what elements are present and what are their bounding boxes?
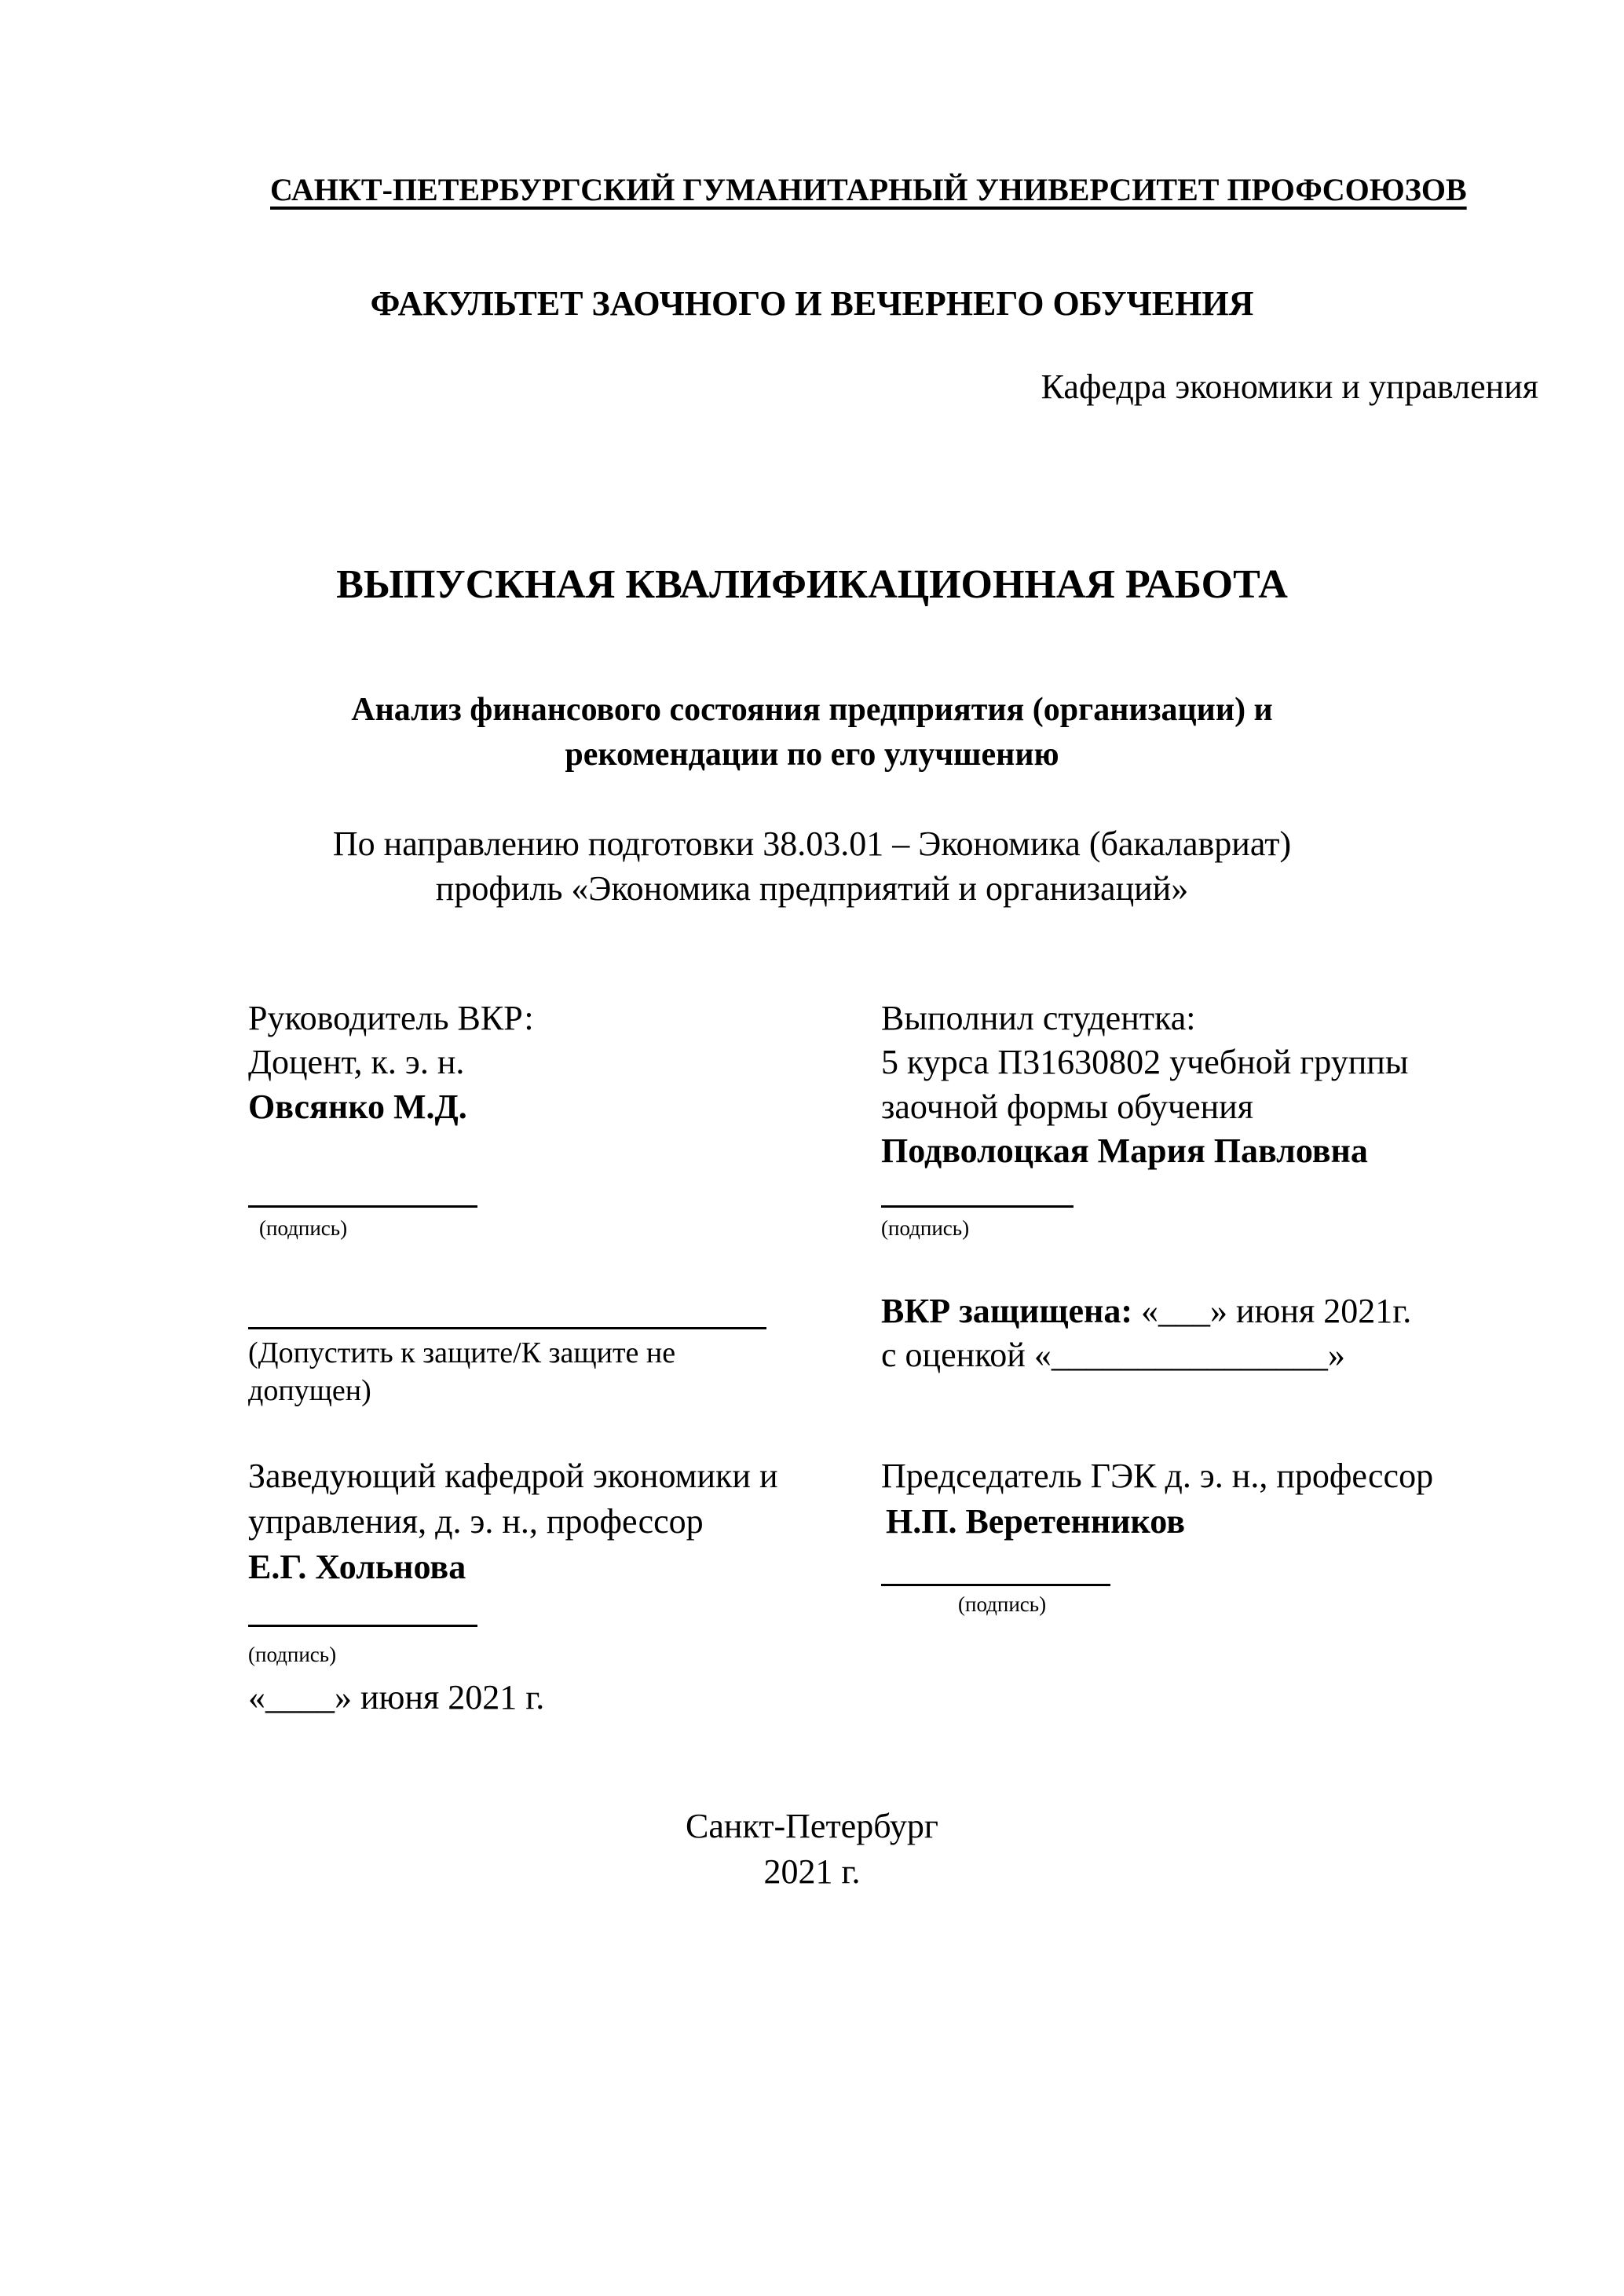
head-date: «____» июня 2021 г. [248, 1678, 545, 1717]
gek-chair-signature-caption: (подпись) [958, 1592, 1047, 1616]
student-signature-line [881, 1205, 1074, 1208]
defense-date-line [881, 1294, 1411, 1329]
student-study-form: заочной формы обучения [881, 1088, 1253, 1126]
defense-date: «___» июня 2021г. [1132, 1292, 1412, 1330]
topic-line-1: Анализ финансового состояния предприятия (организации) и [351, 692, 1273, 728]
work-type-title: ВЫПУСКНАЯ КВАЛИФИКАЦИОННАЯ РАБОТА [336, 562, 1288, 607]
head-signature-caption: (подпись) [248, 1643, 337, 1666]
supervisor-label: Руководитель ВКР: [248, 999, 534, 1037]
direction-line-1: По направлению подготовки 38.03.01 – Экономика (бакалавриат) [332, 824, 1292, 863]
student-label: Выполнил студентка: [881, 999, 1196, 1037]
head-signature-line [248, 1625, 477, 1627]
supervisor-position: Доцент, к. э. н. [248, 1043, 465, 1081]
admission-caption-line-2: допущен) [248, 1374, 371, 1407]
student-name: Подволоцкая Мария Павловна [881, 1132, 1368, 1170]
university-name: САНКТ-ПЕТЕРБУРГСКИЙ ГУМАНИТАРНЫЙ УНИВЕРСИТЕТ ПРОФСОЮЗОВ [270, 172, 1467, 207]
supervisor-signature-line [248, 1205, 477, 1208]
supervisor-signature-caption: (подпись) [259, 1216, 348, 1240]
footer-city: Санкт-Петербург [686, 1807, 938, 1845]
topic-line-2: рекомендации по его улучшению [565, 737, 1059, 773]
defense-label: ВКР защищена: [881, 1292, 1132, 1330]
faculty-name: ФАКУЛЬТЕТ ЗАОЧНОГО И ВЕЧЕРНЕГО ОБУЧЕНИЯ [370, 284, 1254, 323]
gek-chair-signature-line [881, 1584, 1110, 1586]
admission-caption-line-1: (Допустить к защите/К защите не [248, 1336, 676, 1369]
gek-chair-name: Н.П. Веретенников [886, 1502, 1185, 1541]
student-group: 5 курса П31630802 учебной группы [881, 1043, 1409, 1081]
head-title-line-2: управления, д. э. н., профессор [248, 1502, 704, 1541]
footer-year: 2021 г. [763, 1852, 861, 1891]
supervisor-name: Овсянко М.Д. [248, 1088, 467, 1126]
student-signature-caption: (подпись) [881, 1216, 970, 1240]
head-name: Е.Г. Хольнова [248, 1548, 466, 1586]
department-name: Кафедра экономики и управления [1041, 367, 1538, 406]
defense-grade: с оценкой «________________» [881, 1336, 1345, 1374]
gek-chair-title: Председатель ГЭК д. э. н., профессор [881, 1457, 1434, 1495]
head-title-line-1: Заведующий кафедрой экономики и [248, 1457, 778, 1495]
admission-signature-line [248, 1327, 766, 1329]
direction-line-2: профиль «Экономика предприятий и организаций» [435, 869, 1189, 908]
